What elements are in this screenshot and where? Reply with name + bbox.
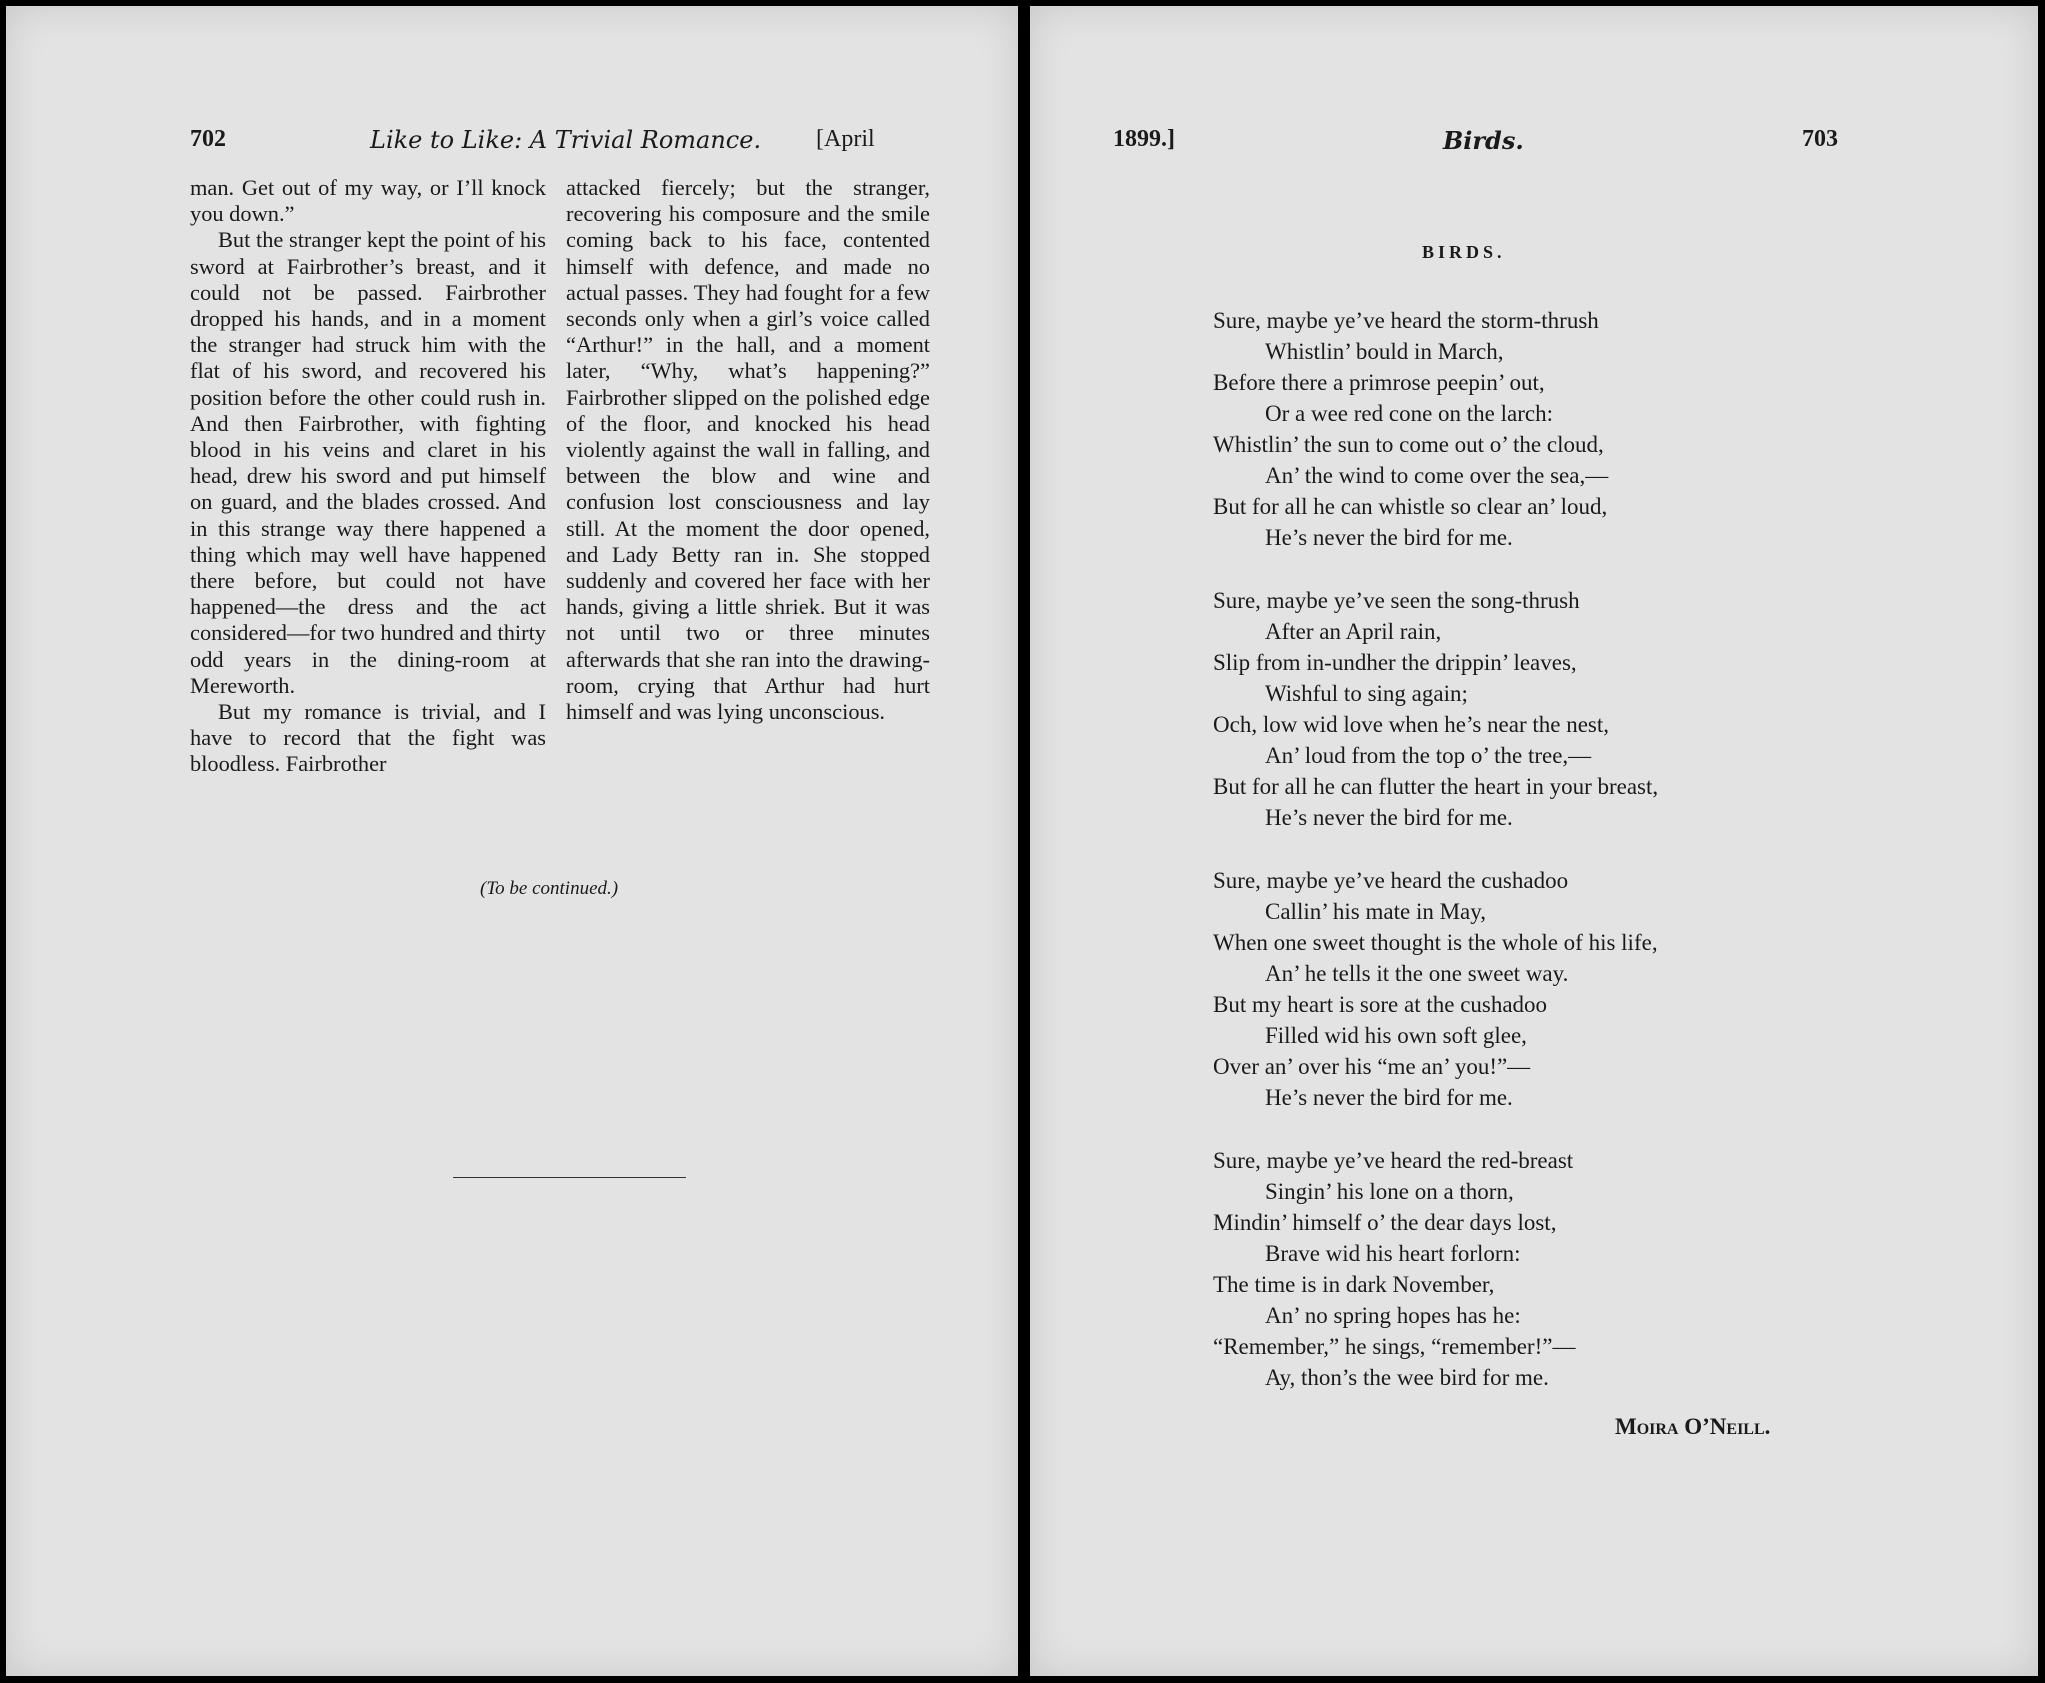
to-be-continued: (To be continued.) (480, 878, 619, 899)
poem-line: “Remember,” he sings, “remember!”— (1213, 1334, 1576, 1359)
paragraph: But my romance is trivial, and I have to record that the fight was bloodless. Fairbrother (190, 699, 546, 777)
poem-stanza-1 (1213, 305, 1608, 553)
poem-line: Sure, maybe ye’ve heard the cushadoo (1213, 868, 1569, 893)
poem-stanza-3 (1213, 865, 1658, 1113)
poem-line: Before there a primrose peepin’ out, (1213, 370, 1545, 395)
poem-line: Brave wid his heart forlorn: (1265, 1241, 1521, 1266)
poem-title: BIRDS. (1422, 242, 1506, 262)
poem-author: Moira O’Neill. (1615, 1414, 1771, 1439)
poem-line: Whistlin’ bould in March, (1265, 339, 1504, 364)
poem-line: Wishful to sing again; (1265, 681, 1468, 706)
poem-line: But for all he can flutter the heart in your breast, (1213, 774, 1659, 799)
left-running-month: [April (816, 126, 875, 152)
poem-line: Callin’ his mate in May, (1265, 899, 1487, 924)
poem-line: Singin’ his lone on a thorn, (1265, 1179, 1514, 1204)
poem-stanza-2 (1213, 585, 1658, 833)
poem-stanza-4 (1213, 1145, 1575, 1393)
right-running-year: 1899.] (1113, 126, 1175, 152)
poem-line: Or a wee red cone on the larch: (1265, 401, 1553, 426)
poem-line: He’s never the bird for me. (1265, 805, 1513, 830)
right-page (1030, 6, 2038, 1676)
poem-line: Och, low wid love when he’s near the nest, (1213, 712, 1610, 737)
right-running-title: Birds. (1443, 126, 1524, 155)
poem-line: An’ the wind to come over the sea,— (1265, 463, 1609, 488)
poem-line: An’ no spring hopes has he: (1265, 1303, 1521, 1328)
poem-line: Ay, thon’s the wee bird for me. (1265, 1365, 1549, 1390)
right-page-number: 703 (1802, 126, 1838, 152)
left-page-number: 702 (190, 126, 226, 152)
left-running-title: Like to Like: A Trivial Romance. (370, 126, 762, 154)
poem-line: Filled wid his own soft glee, (1265, 1023, 1527, 1048)
poem-line: When one sweet thought is the whole of his life, (1213, 930, 1658, 955)
poem-line: Slip from in-undher the drippin’ leaves, (1213, 650, 1577, 675)
poem-line: But my heart is sore at the cushadoo (1213, 992, 1548, 1017)
paragraph: attacked fiercely; but the stranger, recovering his composure and the smile coming back to his face, contented himself with defence, and made no actual passes. They had fought for a few seconds only when a girl’s voice called “Arthur!” in the hall, and a moment later, “Why, what’s happening?” Fairbrother slipped on the polished edge of the floor, and knocked his head violently against the wall in falling, and between the blow and wine and confusion lost consciousness and lay still. At the moment the door opened, and Lady Betty ran in. She stopped suddenly and covered her face with her hands, giving a little shriek. But it was not until two or three minutes afterwards that she ran into the drawing-room, crying that Arthur had hurt himself and was lying unconscious. (566, 175, 930, 725)
text-column-1 (190, 175, 546, 778)
poem-line: He’s never the bird for me. (1265, 525, 1513, 550)
poem-line: Mindin’ himself o’ the dear days lost, (1213, 1210, 1557, 1235)
poem-line: Sure, maybe ye’ve heard the storm-thrush (1213, 308, 1599, 333)
poem-line: After an April rain, (1265, 619, 1442, 644)
poem-line: Sure, maybe ye’ve heard the red-breast (1213, 1148, 1574, 1173)
poem-line: Over an’ over his “me an’ you!”— (1213, 1054, 1531, 1079)
poem-line: Sure, maybe ye’ve seen the song-thrush (1213, 588, 1580, 613)
text-column-2 (566, 175, 930, 725)
poem-line: An’ he tells it the one sweet way. (1265, 961, 1569, 986)
paragraph: But the stranger kept the point of his sword at Fairbrother’s breast, and it could not be passed. Fairbrother dropped his hands, and in a moment the stranger had struck him with the flat of his sword, and recovered his position before the other could rush in. And then Fairbrother, with fighting blood in his veins and claret in his head, drew his sword and put himself on guard, and the blades crossed. And in this strange way there happened a thing which may well have happened there before, but could not have happened—the dress and the act considered—for two hundred and thirty odd years in the dining-room at Mereworth. (190, 227, 546, 698)
poem-line: The time is in dark November, (1213, 1272, 1495, 1297)
poem-line: An’ loud from the top o’ the tree,— (1265, 743, 1592, 768)
poem-line: He’s never the bird for me. (1265, 1085, 1513, 1110)
end-rule (453, 1177, 686, 1178)
paragraph: man. Get out of my way, or I’ll knock you down.” (190, 175, 546, 227)
poem-line: But for all he can whistle so clear an’ loud, (1213, 494, 1608, 519)
poem-line: Whistlin’ the sun to come out o’ the cloud, (1213, 432, 1604, 457)
book-spine (1018, 0, 1030, 1683)
